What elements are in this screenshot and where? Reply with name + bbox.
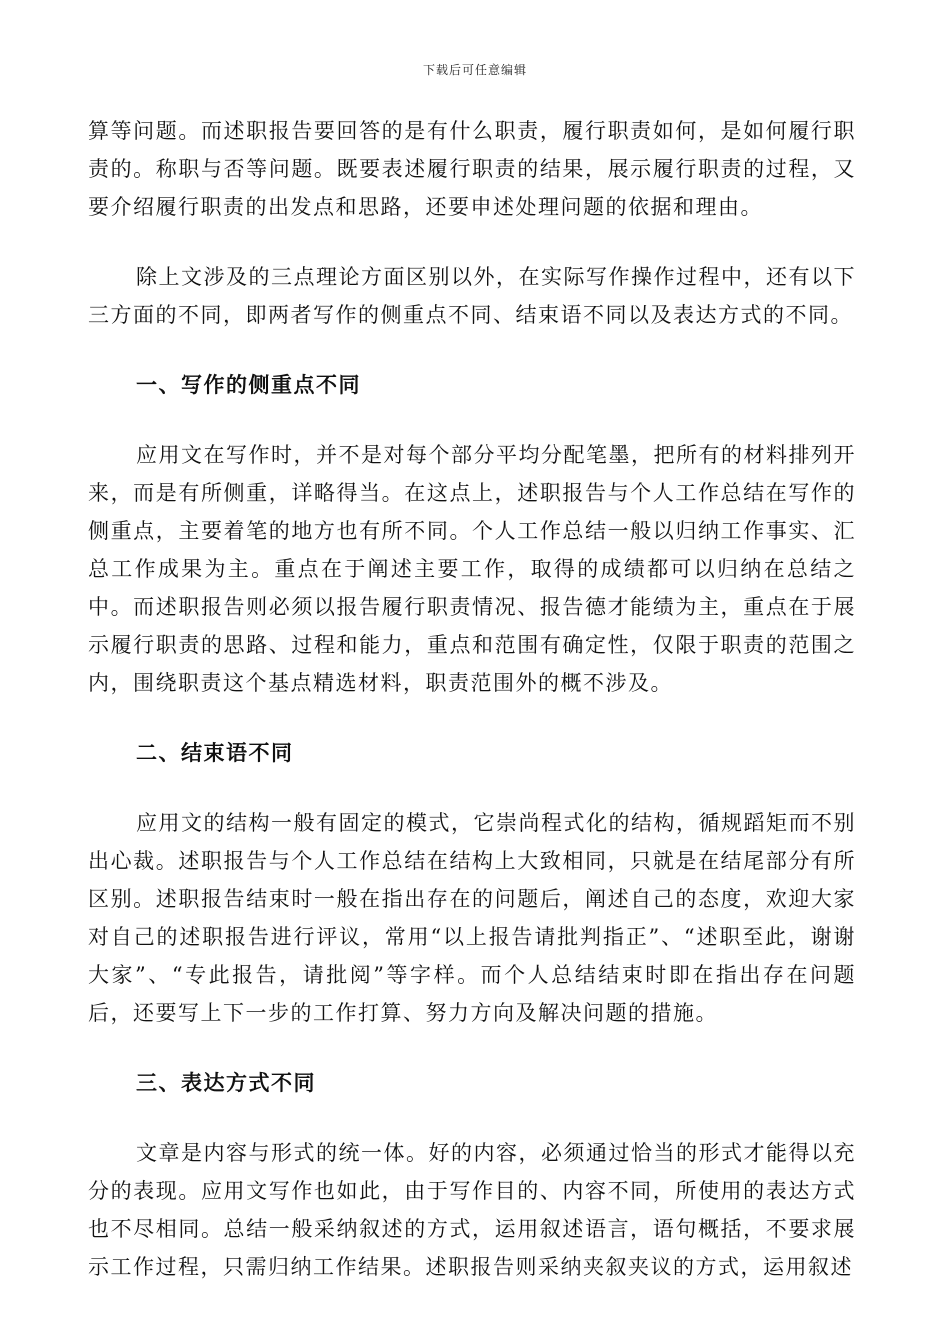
- section-heading-1: 一、写作的侧重点不同: [136, 372, 361, 397]
- section-heading-2: 二、结束语不同: [136, 740, 294, 765]
- section-heading-3: 三、表达方式不同: [136, 1070, 316, 1095]
- paragraph-section-2: 应用文的结构一般有固定的模式，它崇尚程式化的结构，循规蹈矩而不别出心裁。述职报告与个人工作总结在结构上大致相同，只就是在结尾部分有所区别。述职报告结束时一般在指出存在的问题后，阐述自己的态度，欢迎大家对自己的述职报告进行评议，常用“以上报告请批判指正”、“述职至此，谢谢大家”、“专此报告，请批阅”等字样。而个人总结结束时即在指出存在问题后，还要写上下一步的工作打算、努力方向及解决问题的措施。: [88, 811, 856, 1025]
- paragraph-section-1: 应用文在写作时，并不是对每个部分平均分配笔墨，把所有的材料排列开来，而是有所侧重，详略得当。在这点上，述职报告与个人工作总结在写作的侧重点，主要着笔的地方也有所不同。个人工作总结一般以归纳工作事实、汇总工作成果为主。重点在于阐述主要工作，取得的成绩都可以归纳在总结之中。而述职报告则必须以报告履行职责情况、报告德才能绩为主，重点在于展示履行职责的思路、过程和能力，重点和范围有确定性，仅限于职责的范围之内，围绕职责这个基点精选材料，职责范围外的概不涉及。: [88, 443, 856, 695]
- paragraph-section-3: 文章是内容与形式的统一体。好的内容，必须通过恰当的形式才能得以充分的表现。应用文写作也如此，由于写作目的、内容不同，所使用的表达方式也不尽相同。总结一般采纳叙述的方式，运用叙述语言，语句概括，不要求展示工作过程，只需归纳工作结果。述职报告则采纳夹叙夹议的方式，运用叙述: [88, 1141, 856, 1279]
- paragraph-intro: 除上文涉及的三点理论方面区别以外，在实际写作操作过程中，还有以下三方面的不同，即两者写作的侧重点不同、结束语不同以及表达方式的不同。: [88, 265, 856, 327]
- document-body: [88, 112, 856, 1286]
- paragraph-continuation: 算等问题。而述职报告要回答的是有什么职责，履行职责如何，是如何履行职责的。称职与否等问题。既要表述履行职责的结果，展示履行职责的过程，又要介绍履行职责的出发点和思路，还要申述处理问题的依据和理由。: [88, 119, 856, 219]
- page-header: 下载后可任意编辑: [422, 63, 527, 77]
